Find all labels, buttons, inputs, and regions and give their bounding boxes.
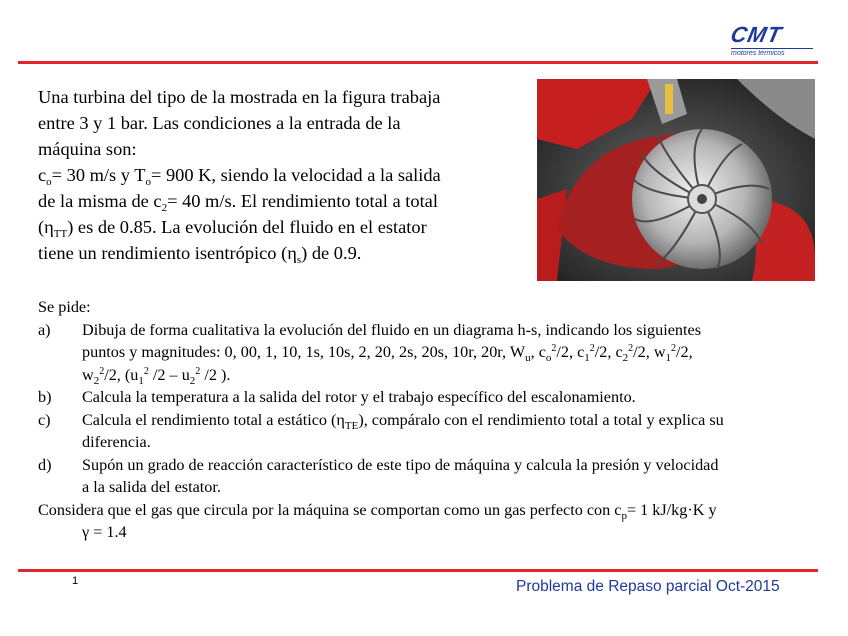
statement-line: entre 3 y 1 bar. Las condiciones a la entrada de la: [38, 113, 401, 133]
gas-note-gamma: γ = 1.4: [82, 523, 127, 541]
task-d: d) Supón un grado de reacción característico de este tipo de máquina y calcula la presión y velocidad a la salida del estator.: [38, 455, 719, 496]
logo-subtitle: motores térmicos: [731, 48, 813, 57]
cmt-logo: [728, 22, 813, 60]
tasks-intro: Se pide:: [38, 298, 91, 316]
page-number: 1: [72, 575, 79, 587]
statement-line: tiene un rendimiento isentrópico $(\eta_s)$ de 0.9.: [38, 243, 362, 266]
problem-statement: [38, 84, 516, 266]
statement-line: $c_o= 30$ m/s y $T_o= 900$ K, siendo la velocidad a la salida: [38, 165, 441, 188]
turbine-photo: [537, 79, 815, 281]
top-rule: [18, 61, 818, 64]
bottom-rule: [18, 569, 818, 572]
statement-line: $(\eta_{TT})$ es de 0.85. La evolución del fluido en el estator: [38, 217, 427, 240]
logo-mark: CMT: [728, 22, 785, 47]
footer-title: Problema de Repaso parcial Oct-2015: [516, 578, 780, 595]
task-list: [38, 296, 838, 544]
task-c: c) Calcula el rendimiento total a estático $(\eta_{TE})$, compáralo con el rendimiento total a total y explica su diferencia.: [38, 410, 724, 451]
gas-note: Considera que el gas que circula por la máquina se comportan como un gas perfecto con $c_p= 1$ kJ/kg·K y: [38, 500, 717, 522]
statement-line: máquina son:: [38, 139, 137, 159]
statement-line: de la misma de $c_2= 40$ m/s. El rendimiento total a total: [38, 191, 438, 214]
task-a: a) Dibuja de forma cualitativa la evolución del fluido en un diagrama h-s, indicando los siguientes puntos y magnitudes: 0, 00, 1, 10, 1s, 10s, 2, 20, 2s, 20s, 10r, 20r, $W_u$, $c_o^2/2$, $c_1^2/2$, $c_2^2/2$, $w_1^2/2$, $w_2^2/2$, ($u_1^2$ $/2 - u_2^2$ /2 ).: [38, 320, 701, 387]
task-b: b) Calcula la temperatura a la salida del rotor y el trabajo específico del escalonamiento.: [38, 388, 636, 406]
statement-line: Una turbina del tipo de la mostrada en la figura trabaja: [38, 87, 441, 107]
